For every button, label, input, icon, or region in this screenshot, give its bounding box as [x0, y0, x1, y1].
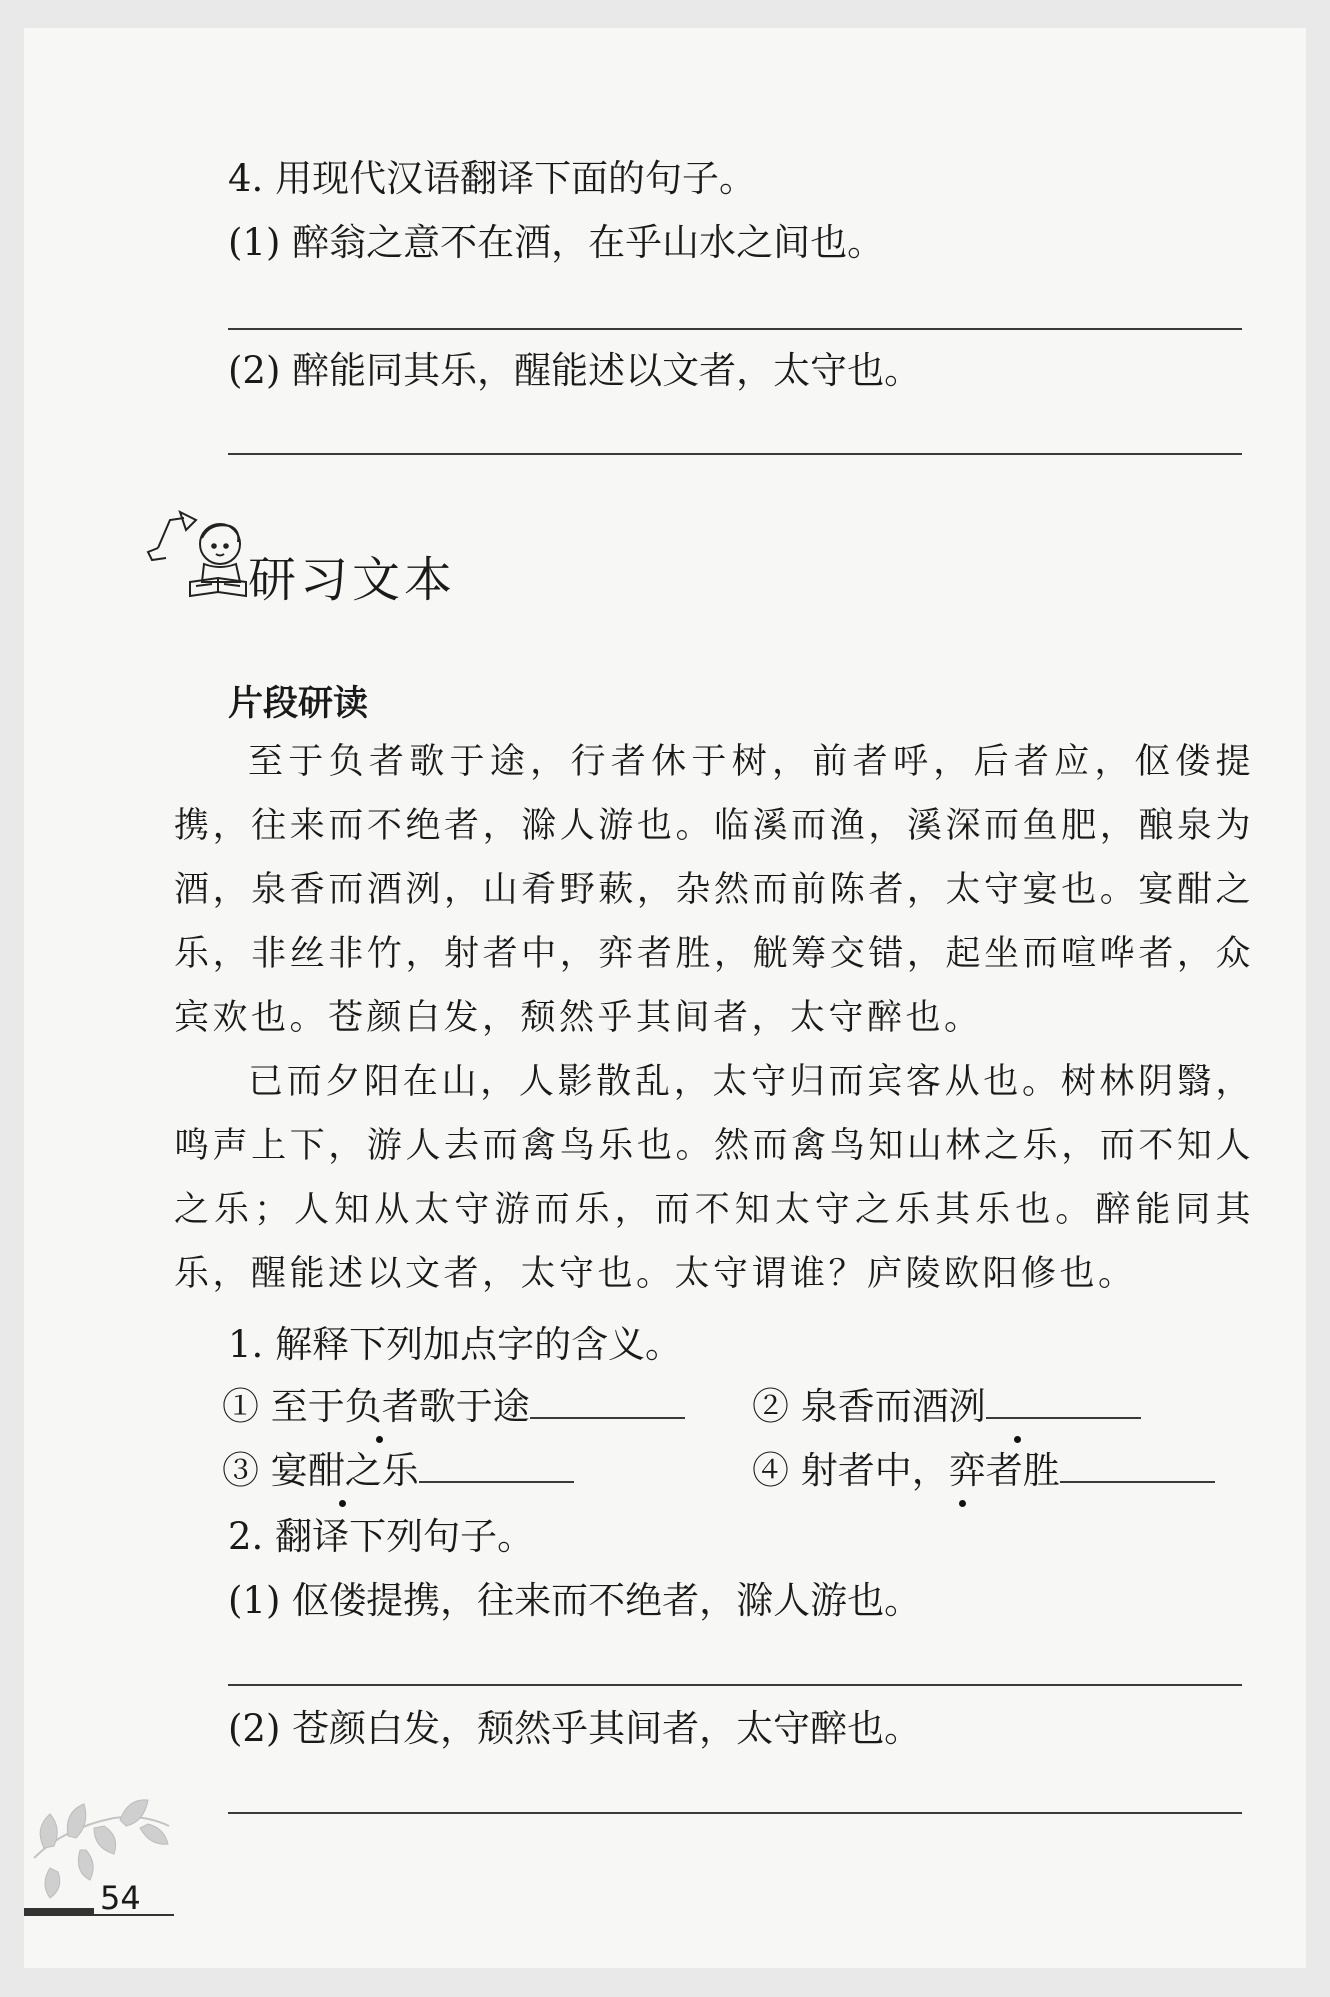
exercise-2-title: 2. 翻译下列句子。 — [228, 1515, 535, 1558]
answer-line-4-2[interactable] — [228, 453, 1242, 455]
page-sheet — [24, 28, 1306, 1968]
exercise-1-item-2 — [752, 1385, 1141, 1428]
exercise-1-item-4-text: ④ 射者中，弈者胜 — [752, 1449, 1060, 1492]
exercise-1-item-2-text: ② 泉香而酒洌 — [752, 1385, 986, 1428]
emphasis-dot — [1014, 1436, 1021, 1443]
page-number: 54 — [100, 1879, 141, 1917]
question-4-item-2: (2) 醉能同其乐，醒能述以文者，太守也。 — [228, 349, 922, 392]
answer-line-2-1[interactable] — [228, 1684, 1242, 1686]
answer-blank-1[interactable] — [530, 1389, 685, 1419]
passage-subtitle: 片段研读 — [228, 684, 369, 724]
answer-blank-3[interactable] — [419, 1453, 574, 1483]
exercise-1-item-1 — [222, 1385, 685, 1428]
emphasis-dot — [339, 1500, 346, 1507]
exercise-1-title: 1. 解释下列加点字的含义。 — [228, 1323, 683, 1366]
section-title: 研习文本 — [248, 552, 457, 608]
question-4-title: 4. 用现代汉语翻译下面的句子。 — [228, 157, 757, 200]
exercise-2-item-2: (2) 苍颜白发，颓然乎其间者，太守醉也。 — [228, 1707, 922, 1750]
answer-line-4-1[interactable] — [228, 328, 1242, 330]
footer-bar — [24, 1908, 94, 1916]
leaf-branch-icon — [24, 1788, 174, 1908]
passage-text — [174, 730, 1254, 1306]
student-reading-icon — [140, 508, 265, 603]
passage-paragraph-1: 至于负者歌于途，行者休于树，前者呼，后者应，伛偻提携，往来而不绝者，滁人游也。临溪而渔，溪深而鱼肥，酿泉为酒，泉香而酒洌，山肴野蔌，杂然而前陈者，太守宴也。宴酣之乐，非丝非竹，射者中，弈者胜，觥筹交错，起坐而喧哗者，众宾欢也。苍颜白发，颓然乎其间者，太守醉也。 — [174, 742, 1254, 1038]
exercise-1-item-4 — [752, 1449, 1215, 1492]
answer-blank-4[interactable] — [1060, 1453, 1215, 1483]
emphasis-dot — [376, 1436, 383, 1443]
question-4-item-1: (1) 醉翁之意不在酒，在乎山水之间也。 — [228, 221, 885, 264]
answer-line-2-2[interactable] — [228, 1812, 1242, 1814]
exercise-1-item-3-text: ③ 宴酣之乐 — [222, 1449, 419, 1492]
exercise-1-item-1-text: ① 至于负者歌于途 — [222, 1385, 530, 1428]
emphasis-dot — [959, 1500, 966, 1507]
answer-blank-2[interactable] — [986, 1389, 1141, 1419]
exercise-1-item-3 — [222, 1449, 574, 1492]
exercise-2-item-1: (1) 伛偻提携，往来而不绝者，滁人游也。 — [228, 1579, 922, 1622]
passage-paragraph-2: 已而夕阳在山，人影散乱，太守归而宾客从也。树林阴翳，鸣声上下，游人去而禽鸟乐也。然而禽鸟知山林之乐，而不知人之乐；人知从太守游而乐，而不知太守之乐其乐也。醉能同其乐，醒能述以文者，太守也。太守谓谁？庐陵欧阳修也。 — [174, 1062, 1254, 1294]
